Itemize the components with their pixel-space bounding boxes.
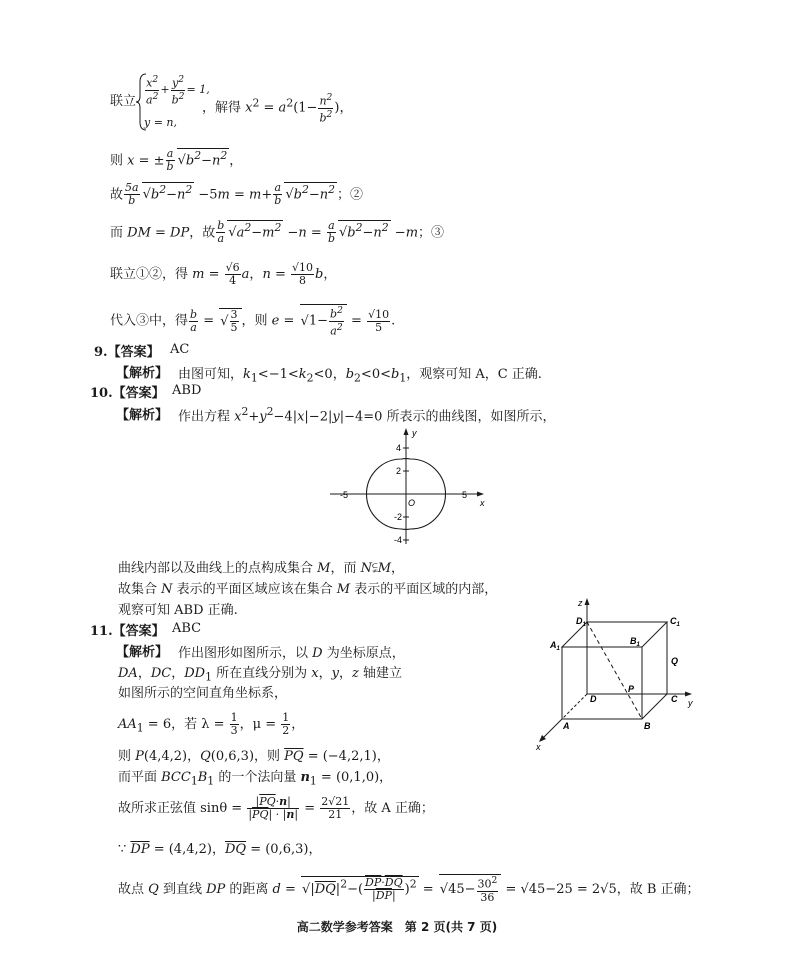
line-x-value: 则 x = ± $\frac{a}{b}$ √ $b^2-n^2$ ，: [110, 148, 242, 173]
cube-label-c: C: [671, 694, 678, 704]
solve-x-squared: ，解得 $x^2 = a^2(1-$ $\frac{n^2}{b^2}$ )，: [202, 92, 353, 125]
cube-label-q: Q: [671, 656, 679, 666]
q10-text-2: 曲线内部以及曲线上的点构成集合 M，而 N⫋M，: [118, 561, 405, 576]
q11-text-4: $AA_1 = 6$，若 λ = $\frac{1}{3}$ ，μ = $\frac{1}{2}$ ，: [118, 711, 305, 737]
q11-answer: ABC: [172, 621, 202, 636]
curve-graph: [326, 424, 496, 550]
graph-tick-x5: 5: [462, 490, 468, 500]
q10-answer: ABD: [172, 383, 202, 398]
graph-x-arrow: [477, 492, 484, 497]
q9-analysis-text: 由图可知，$k_1<-1<k_2<0$，$b_2<0<b_1$，观察可知 A，C 正确.: [178, 367, 542, 385]
cube-label-z: z: [578, 598, 583, 608]
graph-x-label: x: [480, 498, 485, 508]
q11-text-9: 故点 Q 到直线 DP 的距离 d = √ $|\overline{DQ}|^2-$( $\frac{\overline{DP}\cdot\overline{DQ}}{|\overline{DP}|}$ )$^2$ = √ 45− $\frac{30^2}{36}$ = √45−25 = 2√5，故 B 正确；: [118, 874, 700, 904]
graph-y-label: y: [412, 428, 417, 438]
cube-label-c1: $C_1$: [670, 616, 680, 628]
q11-text-2: DA，DC，$DD_1$ 所在直线分别为 x，y，z 轴建立: [118, 666, 402, 684]
q11-text-8: ∵ $\overline{DP} = (4,4,2)$，$\overline{DQ} = (0,6,3)$，: [118, 842, 322, 857]
q11-text-6: 而平面 $BCC_1B_1$ 的一个法向量 $n_1 = (0,1,0)$，: [118, 770, 393, 788]
graph-origin-label: O: [408, 498, 416, 508]
line-equation-3: 而 DM = DP，故 $\frac{b}{a}$ √ $a^2-m^2 -n$ = $\frac{a}{b}$ √ $b^2-n^2 -m$；③: [110, 220, 444, 245]
q11-analysis-tag: 【解析】: [116, 645, 169, 660]
cube-label-b1: $B_1$: [630, 636, 640, 648]
cube-label-d: D: [590, 694, 597, 704]
cube-figure: [532, 594, 702, 754]
graph-tick-yneg4: -4: [394, 535, 403, 545]
q9-analysis-tag: 【解析】: [116, 366, 169, 381]
q11-text-7: 故所求正弦值 sinθ = $\frac{|\overline{PQ}\cdot n|}{|\overline{PQ}| \cdot |n|}$ = $\frac{2√21}{21}$ ，故 A 正确；: [118, 795, 434, 821]
q10-answer-tag: 10.【答案】: [90, 386, 165, 401]
q9-answer-tag: 9.【答案】: [94, 345, 160, 360]
q10-analysis-tag: 【解析】: [116, 408, 169, 423]
graph-tick-yneg2: -2: [394, 512, 403, 522]
q11-text-1: 作出图形如图所示，以 D 为坐标原点，: [178, 646, 405, 661]
system-eq2: y = n,: [144, 116, 178, 129]
cube-label-x: x: [536, 742, 541, 752]
q11-answer-tag: 11.【答案】: [90, 624, 165, 639]
line-eccentricity: 代入③中，得 $\frac{b}{a}$ = √ $\frac{3}{5}$ ，则 e = √ 1− $\frac{b^2}{a^2}$ = $\frac{√10}{5}$ .: [110, 304, 395, 337]
q9-answer: AC: [170, 342, 190, 357]
cube-label-a1: $A_1$: [550, 640, 560, 652]
q10-analysis-text: 作出方程 $x^2+y^2-4|x|-2|y|-4=0$ 所表示的曲线图，如图所示，: [178, 405, 556, 425]
cube-x-axis: [542, 719, 562, 739]
cube-label-p: P: [628, 684, 635, 694]
system-eq1: $\frac{x^2}{a^2}$ + $\frac{y^2}{b^2}$ = 1,: [146, 74, 210, 107]
page-footer: 高二数学参考答案 第 2 页(共 7 页): [296, 920, 498, 934]
q11-text-3: 如图所示的空间直角坐标系，: [118, 686, 288, 701]
cube-label-b: B: [644, 721, 651, 731]
line-equation-2: 故 $\frac{5a}{b}$ √ $b^2-n^2 -5m = m+$ $\frac{a}{b}$ √ $b^2-n^2$ ；②: [110, 182, 363, 207]
graph-tick-xneg5: -5: [340, 490, 349, 500]
graph-tick-y4: 4: [396, 443, 402, 453]
cube-label-y: y: [688, 698, 693, 708]
text-lianli: 联立: [110, 94, 137, 109]
q10-text-4: 观察可知 ABD 正确.: [118, 603, 238, 618]
graph-tick-y2: 2: [396, 466, 402, 476]
graph-y-arrow: [404, 428, 409, 435]
cube-label-a: A: [563, 721, 570, 731]
line-m-n: 联立①②，得 m = $\frac{√6}{4}$ a，n = $\frac{√10}{8}$ b，: [110, 261, 337, 287]
q10-text-3: 故集合 N 表示的平面区域应该在集合 M 表示的平面区域的内部，: [118, 582, 498, 597]
cube-label-d1: $D_1$: [576, 616, 586, 628]
q11-text-5: 则 P(4,4,2)，Q(0,6,3)，则 $\overline{PQ} = (-4,2,1)$，: [118, 749, 390, 764]
